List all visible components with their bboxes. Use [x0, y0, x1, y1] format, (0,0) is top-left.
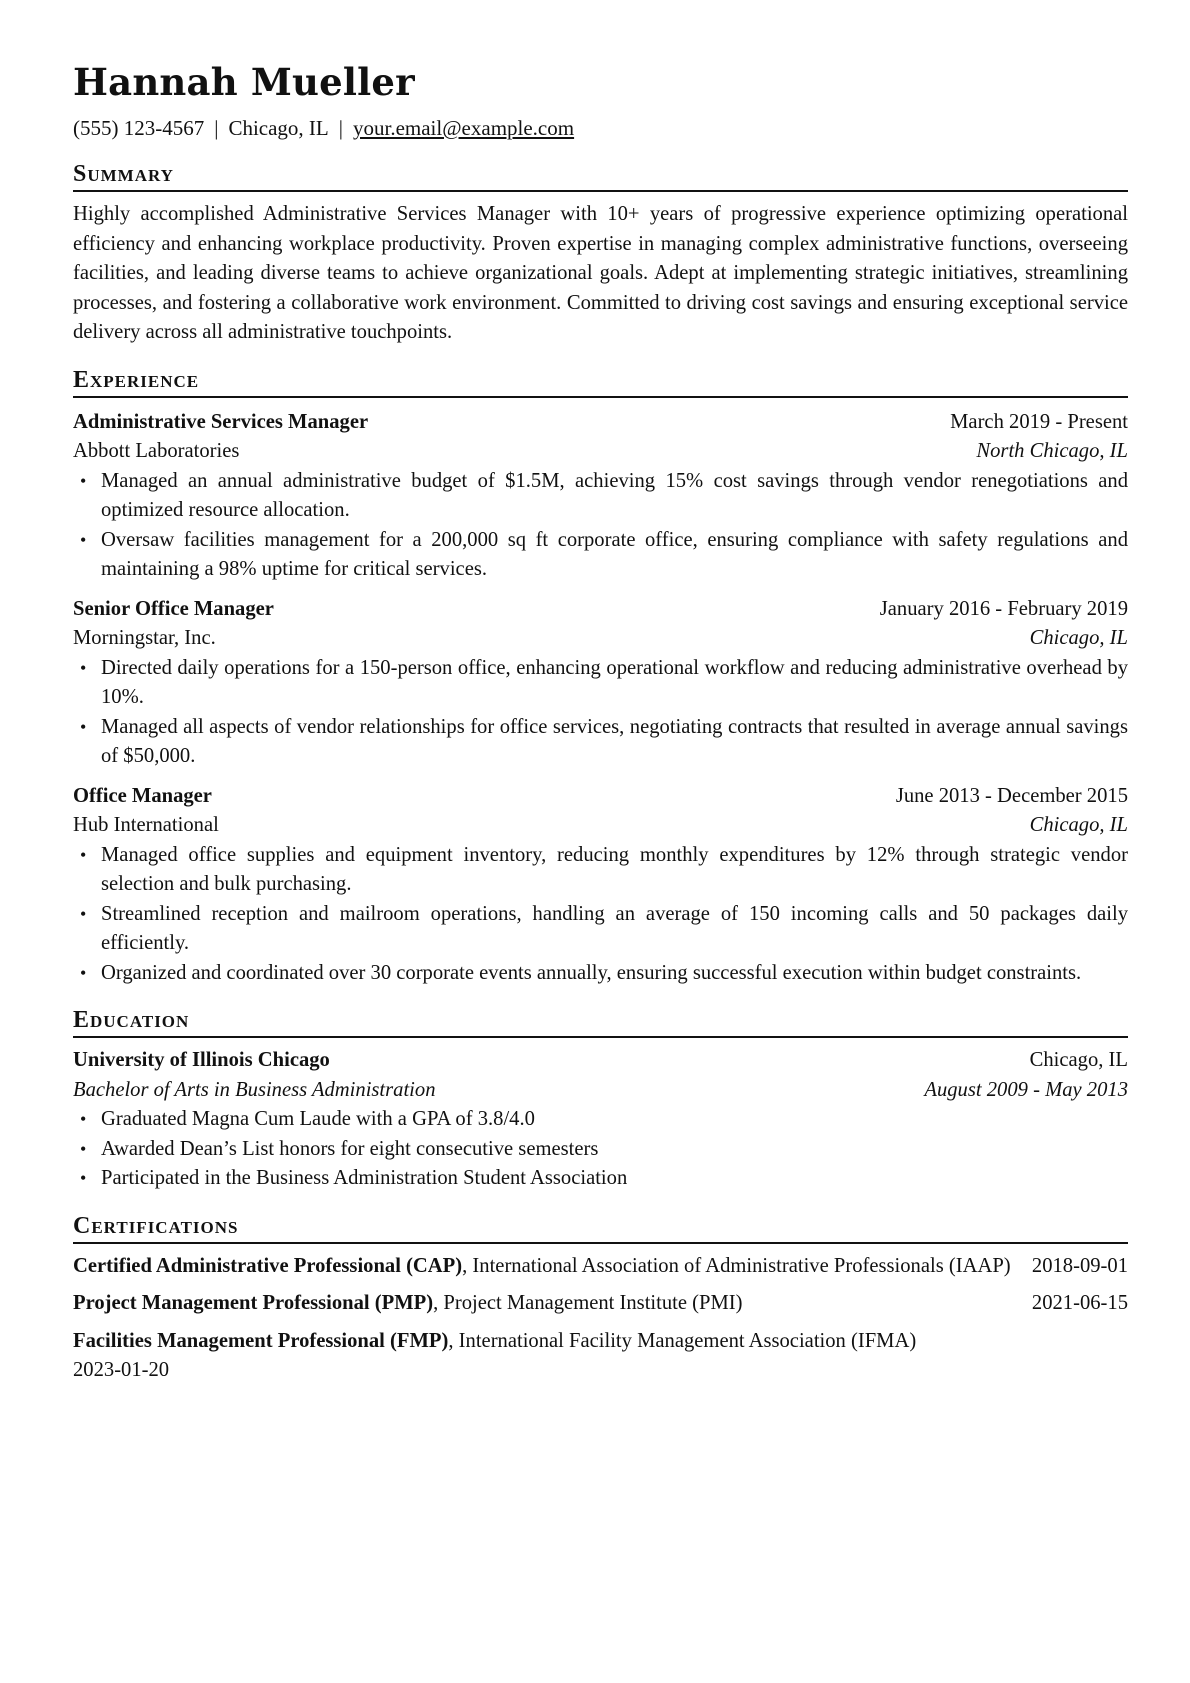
- contact-line: [73, 115, 1128, 141]
- summary-section: [73, 160, 1128, 348]
- certification-issuer: International Association of Administrative Professionals (IAAP): [472, 1254, 1011, 1277]
- education-bullets: [73, 1105, 1128, 1194]
- job-bullets: [73, 841, 1128, 989]
- job-subheader: [73, 437, 1128, 467]
- summary-text: Highly accomplished Administrative Services Manager with 10+ years of progressive experience optimizing operational efficiency and enhancing workplace productivity. Proven expertise in managing complex administrative functions, overseeing facilities, and leading diverse teams to achieve organizational goals. Adept at implementing strategic initiatives, streamlining processes, and fostering a collaborative work environment. Committed to driving cost savings and ensuring exceptional service delivery across all administrative touchpoints.: [73, 203, 1128, 343]
- school-location: Chicago, IL: [1029, 1049, 1128, 1071]
- education-header: [73, 1046, 1128, 1076]
- resume-page: [73, 60, 1128, 1386]
- job-subheader: [73, 811, 1128, 841]
- certifications-section: [73, 1212, 1128, 1386]
- bullet-item: • Directed daily operations for a 150-person office, enhancing operational workflow and reducing administrative overhead by 10%.: [73, 654, 1128, 713]
- company: Abbott Laboratories: [73, 440, 240, 462]
- bullet-item: • Managed all aspects of vendor relationships for office services, negotiating contracts that resulted in average annual savings of $50,000.: [73, 713, 1128, 772]
- education-dates: August 2009 - May 2013: [924, 1078, 1128, 1101]
- certification-name: Project Management Professional (PMP): [73, 1292, 434, 1314]
- job-header: [73, 595, 1128, 625]
- job-title: Administrative Services Manager: [73, 410, 369, 433]
- job-header: [73, 782, 1128, 812]
- job-dates: March 2019 - Present: [950, 410, 1128, 433]
- certification-date: 2023-01-20: [73, 1359, 170, 1381]
- job-header: [73, 408, 1128, 438]
- certification-date: 2021-06-15: [1031, 1292, 1128, 1314]
- certification-name: Certified Administrative Professional (CAP): [73, 1254, 463, 1277]
- company: Morningstar, Inc.: [73, 627, 216, 649]
- job-bullets: [73, 467, 1128, 585]
- bullet-item: • Graduated Magna Cum Laude with a GPA of 3.8/4.0: [73, 1105, 1128, 1135]
- candidate-name: Hannah Mueller: [73, 60, 415, 104]
- certifications-heading: Certifications: [73, 1212, 1128, 1244]
- bullet-item: • Participated in the Business Administration Student Association: [73, 1164, 1128, 1194]
- phone: (555) 123-4567: [73, 116, 205, 140]
- bullet-item: • Managed office supplies and equipment inventory, reducing monthly expenditures by 12% through strategic vendor selection and bulk purchasing.: [73, 841, 1128, 900]
- job-entry: [73, 782, 1128, 989]
- bullet-item: • Organized and coordinated over 30 corporate events annually, ensuring successful execution within budget constraints.: [73, 959, 1128, 989]
- job-location: North Chicago, IL: [976, 440, 1128, 462]
- separator: |: [338, 116, 343, 140]
- job-location: Chicago, IL: [1029, 814, 1128, 836]
- bullet-item: • Oversaw facilities management for a 200,000 sq ft corporate office, ensuring compliance with safety regulations and maintaining a 98% uptime for critical services.: [73, 526, 1128, 585]
- job-bullets: [73, 654, 1128, 772]
- education-heading: Education: [73, 1006, 1128, 1038]
- bullet-item: • Managed an annual administrative budget of $1.5M, achieving 15% cost savings through vendor renegotiations and optimized resource allocation.: [73, 467, 1128, 526]
- certification-item: Certified Administrative Professional (CAP), International Association of Administrative Professionals (IAAP) 2018-09-01: [73, 1252, 1128, 1282]
- job-title: Senior Office Manager: [73, 597, 274, 620]
- company: Hub International: [73, 814, 219, 836]
- job-location: Chicago, IL: [1029, 627, 1128, 649]
- job-entry: [73, 595, 1128, 772]
- certification-name: Facilities Management Professional (FMP): [73, 1329, 449, 1352]
- job-dates: January 2016 - February 2019: [879, 597, 1128, 620]
- bullet-item: • Awarded Dean’s List honors for eight consecutive semesters: [73, 1135, 1128, 1165]
- experience-section: [73, 366, 1128, 989]
- education-entry: [73, 1046, 1128, 1194]
- job-entry: [73, 408, 1128, 585]
- certification-issuer: Project Management Institute (PMI): [443, 1292, 743, 1314]
- job-title: Office Manager: [73, 784, 212, 807]
- job-dates: June 2013 - December 2015: [895, 784, 1128, 807]
- separator: |: [214, 116, 219, 140]
- summary-heading: Summary: [73, 160, 1128, 192]
- certification-date: 2018-09-01: [1031, 1254, 1128, 1277]
- location: Chicago, IL: [228, 116, 329, 140]
- education-subheader: [73, 1076, 1128, 1106]
- job-subheader: [73, 624, 1128, 654]
- certification-item: Facilities Management Professional (FMP), International Facility Management Association (IFMA) 2023-01-20: [73, 1327, 1128, 1386]
- certification-item: Project Management Professional (PMP), Project Management Institute (PMI) 2021-06-15: [73, 1289, 1128, 1319]
- education-section: [73, 1006, 1128, 1194]
- bullet-item: • Streamlined reception and mailroom operations, handling an average of 150 incoming calls and 50 packages daily efficiently.: [73, 900, 1128, 959]
- email-link[interactable]: your.email@example.com: [352, 116, 575, 140]
- experience-heading: Experience: [73, 366, 1128, 398]
- school-name: University of Illinois Chicago: [73, 1049, 330, 1071]
- certification-issuer: International Facility Management Association (IFMA): [458, 1329, 917, 1352]
- degree: Bachelor of Arts in Business Administration: [73, 1078, 436, 1101]
